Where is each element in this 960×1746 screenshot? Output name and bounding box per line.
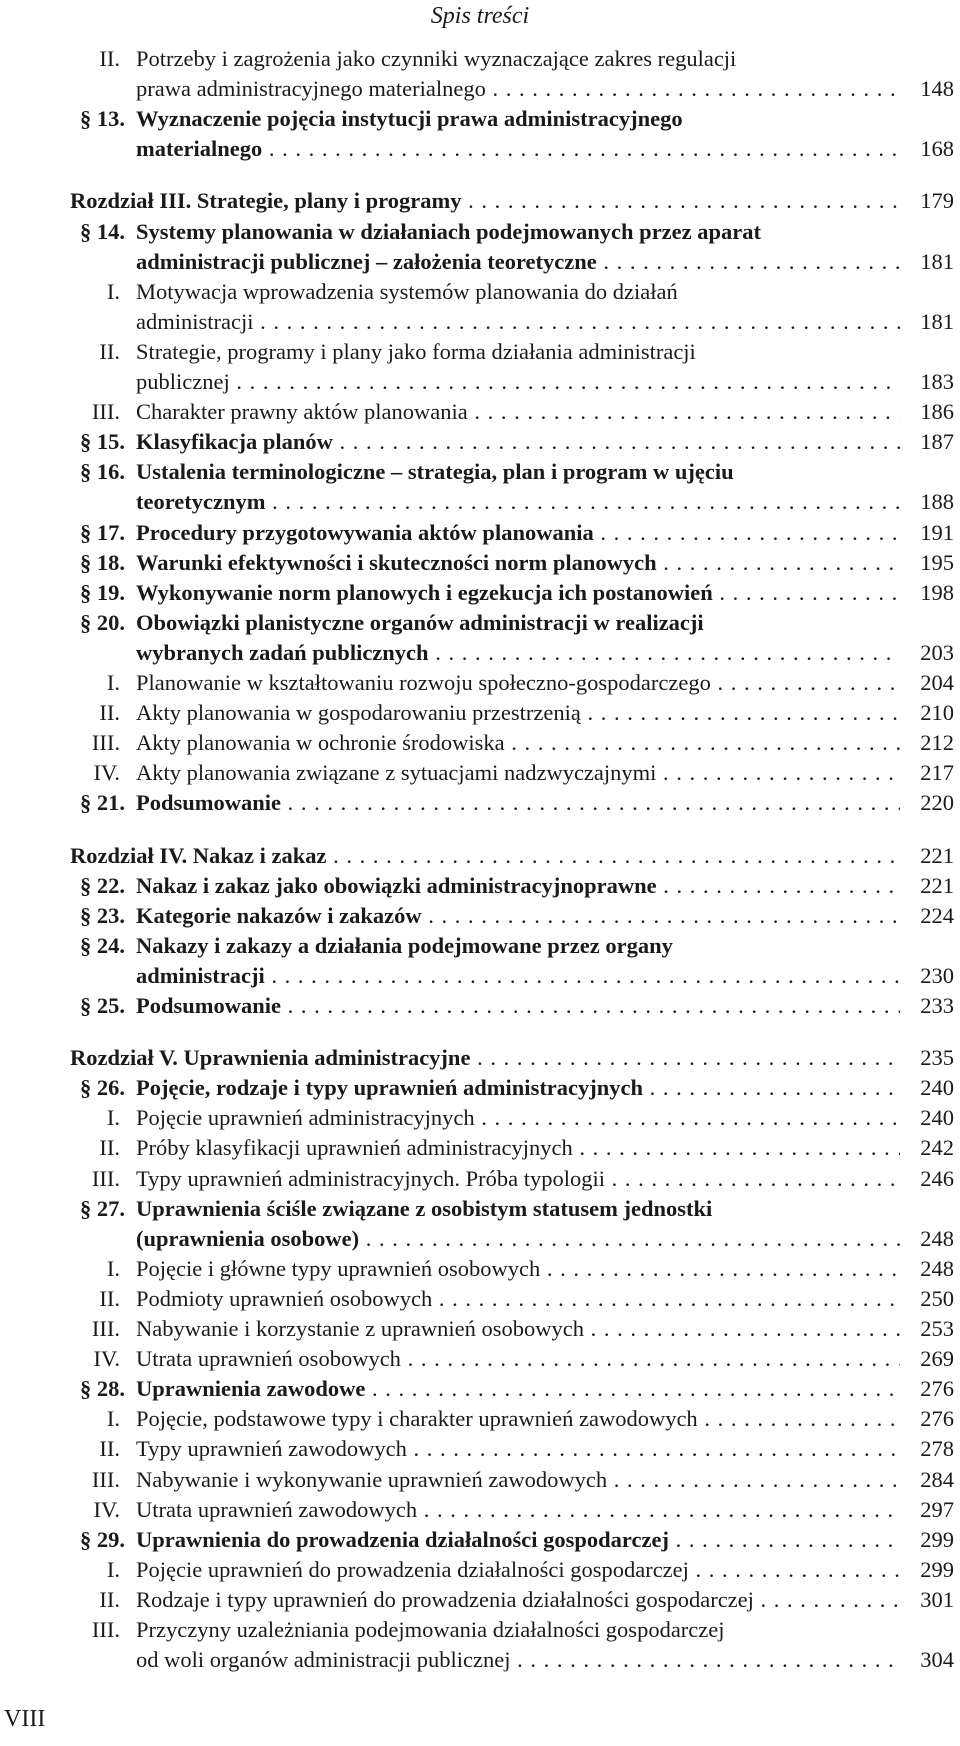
toc-entry-title: [136, 44, 900, 104]
toc-entry-title: Uprawnienia zawodowe . . .: [136, 1374, 900, 1404]
toc-page-number: 246: [920, 1165, 954, 1191]
toc-entry-title: Akty planowania w ochronie środowiska . . .: [136, 728, 900, 758]
toc-entry-number: § 20.: [80, 609, 125, 635]
toc-subsection: [0, 728, 960, 758]
toc-entry-title-line2: publicznej . . .: [136, 367, 900, 397]
toc-subsection: [0, 1284, 960, 1314]
toc-page-number: 210: [920, 700, 954, 726]
toc-entry-number: III.: [91, 730, 120, 756]
toc-entry-number: I.: [106, 670, 120, 695]
toc-page-number: 224: [920, 902, 954, 928]
toc-subsection: [0, 1314, 960, 1344]
toc-entry-number: III.: [91, 1466, 120, 1492]
toc-subsection: [0, 1103, 960, 1133]
toc-section: [0, 578, 960, 608]
toc-entry-number: II.: [99, 1586, 120, 1612]
toc-entry-title: Rozdział IV. Nakaz i zakaz . . .: [70, 841, 900, 871]
toc-page-number: 269: [920, 1346, 954, 1372]
toc-subsection: [0, 758, 960, 788]
toc-entry-title-line1: Obowiązki planistyczne organów administracji w realizacji: [136, 609, 704, 635]
toc-entry-title: Pojęcie, podstawowe typy i charakter uprawnień zawodowych . . .: [136, 1404, 900, 1434]
toc-entry-title-line1: Uprawnienia ściśle związane z osobistym statusem jednostki: [136, 1195, 713, 1221]
toc-entry-title: Utrata uprawnień zawodowych . . .: [136, 1495, 900, 1525]
toc-subsection: [0, 1133, 960, 1163]
toc-entry-number: § 28.: [80, 1376, 125, 1402]
toc-entry-number: § 23.: [80, 902, 125, 928]
toc-entry-title-line2: materialnego . . .: [136, 134, 900, 164]
toc-entry-title: Podmioty uprawnień osobowych . . .: [136, 1284, 900, 1314]
toc-subsection: [0, 337, 960, 397]
toc-page-number: 168: [920, 136, 954, 162]
toc-entry-number: § 26.: [80, 1075, 125, 1101]
toc-entry-title: Rodzaje i typy uprawnień do prowadzenia działalności gospodarczej . . .: [136, 1585, 900, 1615]
toc-entry-title: Charakter prawny aktów planowania . . .: [136, 397, 900, 427]
toc-section: [0, 931, 960, 991]
toc-entry-title: Warunki efektywności i skuteczności norm planowych . . .: [136, 548, 900, 578]
toc-page-number: 248: [920, 1255, 954, 1281]
toc-entry-number: § 29.: [80, 1526, 125, 1552]
toc-subsection: [0, 397, 960, 427]
toc-entry-title-line2: administracji . . .: [136, 961, 900, 991]
toc-entry-number: § 27.: [80, 1195, 125, 1221]
toc-page-number: 212: [920, 730, 954, 756]
toc-page-number: 253: [920, 1316, 954, 1341]
toc-entry-title-line1: Systemy planowania w działaniach podejmowanych przez aparat: [136, 218, 762, 244]
toc-entry-title: Procedury przygotowywania aktów planowania . . .: [136, 518, 900, 548]
toc-entry-number: § 24.: [80, 932, 125, 958]
toc-entry-title-line2: administracji . . .: [136, 307, 900, 337]
toc-entry-number: § 19.: [80, 579, 125, 605]
toc-entry-title: [136, 457, 900, 517]
toc-page-number: 198: [920, 579, 954, 605]
toc-page-number: 220: [920, 790, 954, 816]
toc-page-number: 181: [920, 308, 954, 334]
toc-page-number: 181: [920, 248, 954, 274]
toc-entry-number: § 21.: [80, 790, 125, 816]
toc-entry-title: [136, 608, 900, 668]
toc-entry-number: III.: [91, 1316, 120, 1341]
toc-entry-number: II.: [99, 1436, 120, 1462]
toc-entry-title: Kategorie nakazów i zakazów . . .: [136, 901, 900, 931]
toc-subsection: [0, 1555, 960, 1585]
toc-entry-title-line1: Przyczyny uzależniania podejmowania działalności gospodarczej: [136, 1617, 725, 1642]
toc-subsection: [0, 1344, 960, 1374]
toc-page-number: 301: [920, 1586, 954, 1612]
toc-entry-number: § 16.: [80, 459, 125, 485]
toc-entry-title: Nabywanie i korzystanie z uprawnień osobowych . . .: [136, 1314, 900, 1344]
toc-entry-title: [136, 931, 900, 991]
toc-subsection: [0, 1585, 960, 1615]
toc-entry-title: Klasyfikacja planów . . .: [136, 427, 900, 457]
toc-entry-title-line2: od woli organów administracji publicznej . . .: [136, 1645, 900, 1675]
toc-page-number: 148: [920, 76, 954, 101]
toc-section: [0, 518, 960, 548]
toc-page-number: 240: [920, 1075, 954, 1101]
toc-page-number: 235: [920, 1045, 954, 1071]
toc-subsection: [0, 1434, 960, 1464]
toc-entry-title-line1: Ustalenia terminologiczne – strategia, plan i program w ujęciu: [136, 459, 734, 485]
toc-entry-title: Nakaz i zakaz jako obowiązki administracyjnoprawne . . .: [136, 871, 900, 901]
toc-entry-title: Typy uprawnień zawodowych . . .: [136, 1434, 900, 1464]
toc-page-number: 240: [920, 1105, 954, 1131]
toc-entry-title-line2: wybranych zadań publicznych . . .: [136, 638, 900, 668]
toc-entry-title: Uprawnienia do prowadzenia działalności gospodarczej . . .: [136, 1525, 900, 1555]
toc-entry-title: Typy uprawnień administracyjnych. Próba typologii . . .: [136, 1164, 900, 1194]
toc-section: [0, 901, 960, 931]
toc-subsection: [0, 1615, 960, 1675]
toc-page-number: 221: [920, 842, 954, 868]
toc-entry-title: Pojęcie uprawnień do prowadzenia działalności gospodarczej . . .: [136, 1555, 900, 1585]
toc-entry-title: [136, 1615, 900, 1675]
toc-section: [0, 1073, 960, 1103]
toc-section: [0, 608, 960, 668]
toc-entry-title: [136, 217, 900, 277]
toc-page-number: 299: [920, 1556, 954, 1582]
toc-entry-number: § 22.: [80, 872, 125, 898]
toc-entry-number: § 18.: [80, 549, 125, 575]
toc-page-number: 188: [920, 489, 954, 515]
toc-entry-number: IV.: [93, 1496, 120, 1522]
toc-page-number: 203: [920, 639, 954, 665]
toc-chapter: [0, 186, 960, 216]
toc-chapter: [0, 1043, 960, 1073]
toc-chapter: [0, 841, 960, 871]
toc-page-number: 242: [920, 1135, 954, 1161]
toc-subsection: [0, 1465, 960, 1495]
toc-section: [0, 788, 960, 818]
toc-entry-number: II.: [99, 1135, 120, 1161]
toc-entry-number: § 13.: [80, 106, 125, 132]
toc-entry-title: [136, 1194, 900, 1254]
toc-subsection: [0, 1164, 960, 1194]
toc-entry-number: § 17.: [80, 519, 125, 545]
toc-entry-title-line1: Potrzeby i zagrożenia jako czynniki wyznaczające zakres regulacji: [136, 46, 737, 71]
toc-entry-title: Pojęcie uprawnień administracyjnych . . .: [136, 1103, 900, 1133]
toc-entry-title-line2: prawa administracyjnego materialnego . . .: [136, 74, 900, 104]
toc-entry-number: § 15.: [80, 429, 125, 455]
toc-entry-title-line2: (uprawnienia osobowe) . . .: [136, 1224, 900, 1254]
toc-entry-number: I.: [106, 1406, 120, 1432]
toc-section: [0, 1194, 960, 1254]
toc-entry-number: I.: [106, 1255, 120, 1281]
toc-entry-number: IV.: [93, 1346, 120, 1372]
toc-entry-number: II.: [99, 338, 120, 364]
toc-section: [0, 871, 960, 901]
toc-entry-number: II.: [99, 700, 120, 726]
toc-page-number: 186: [920, 399, 954, 425]
toc-page-number: 179: [920, 188, 954, 214]
toc-page-number: 183: [920, 368, 954, 394]
toc-section: [0, 548, 960, 578]
toc-entry-number: III.: [91, 1165, 120, 1191]
toc-entry-number: II.: [99, 46, 120, 71]
toc-entry-title: Rozdział V. Uprawnienia administracyjne . . .: [70, 1043, 900, 1073]
toc-section: [0, 991, 960, 1021]
toc-section: [0, 1525, 960, 1555]
toc-entry-title: Akty planowania związane z sytuacjami nadzwyczajnymi . . .: [136, 758, 900, 788]
toc-page-number: 230: [920, 962, 954, 988]
toc-page-number: 248: [920, 1225, 954, 1251]
running-header: Spis treści: [430, 3, 530, 29]
toc-entry-title-line2: teoretycznym . . .: [136, 487, 900, 517]
toc-entry-title: Wykonywanie norm planowych i egzekucja ich postanowień . . .: [136, 578, 900, 608]
toc-entry-title: Planowanie w kształtowaniu rozwoju społeczno-gospodarczego . . .: [136, 668, 900, 698]
toc-section: [0, 104, 960, 164]
toc-entry-title: Akty planowania w gospodarowaniu przestrzenią . . .: [136, 698, 900, 728]
toc-page-number: 250: [920, 1285, 954, 1311]
toc-page-number: 195: [920, 549, 954, 575]
toc-page-number: 304: [920, 1647, 954, 1672]
toc-entry-title: Pojęcie i główne typy uprawnień osobowych . . .: [136, 1254, 900, 1284]
toc-entry-number: III.: [91, 399, 120, 425]
toc-page-number: 276: [920, 1376, 954, 1402]
toc-entry-title-line1: Wyznaczenie pojęcia instytucji prawa administracyjnego: [136, 106, 683, 132]
toc-page-number: 297: [920, 1496, 954, 1522]
toc-entry-number: § 14.: [80, 218, 125, 244]
toc-entry-title: Próby klasyfikacji uprawnień administracyjnych . . .: [136, 1133, 900, 1163]
toc-subsection: [0, 277, 960, 337]
toc-page-number: 233: [920, 993, 954, 1018]
toc-entry-title: Podsumowanie . . .: [136, 991, 900, 1021]
toc-entry-title: [136, 104, 900, 164]
toc-entry-number: III.: [91, 1617, 120, 1642]
toc-entry-title: Rozdział III. Strategie, plany i programy . . .: [70, 186, 900, 216]
toc-subsection: [0, 1254, 960, 1284]
toc-section: [0, 1374, 960, 1404]
toc-entry-title: Podsumowanie . . .: [136, 788, 900, 818]
toc-entry-title: Utrata uprawnień osobowych . . .: [136, 1344, 900, 1374]
toc-entry-title: [136, 337, 900, 397]
toc-page-number: 187: [920, 429, 954, 455]
toc-entry-number: I.: [106, 278, 120, 304]
toc-entry-number: § 25.: [80, 993, 125, 1018]
toc-entry-title-line1: Nakazy i zakazy a działania podejmowane przez organy: [136, 932, 673, 958]
toc-entry-number: II.: [99, 1285, 120, 1311]
toc-entry-title: Pojęcie, rodzaje i typy uprawnień administracyjnych . . .: [136, 1073, 900, 1103]
toc-section: [0, 457, 960, 517]
toc-subsection: [0, 668, 960, 698]
toc-subsection: [0, 698, 960, 728]
toc-page-number: 276: [920, 1406, 954, 1432]
toc-entry-number: IV.: [93, 760, 120, 786]
toc-page-number: 278: [920, 1436, 954, 1462]
toc-page-number: 284: [920, 1466, 954, 1492]
toc-entry-number: I.: [106, 1105, 120, 1131]
toc-subsection: [0, 44, 960, 104]
toc-entry-title-line1: Motywacja wprowadzenia systemów planowania do działań: [136, 278, 678, 304]
toc-entry-title-line2: administracji publicznej – założenia teoretyczne . . .: [136, 247, 900, 277]
toc-page-number: 217: [920, 760, 954, 786]
toc-page-number: 204: [920, 670, 954, 695]
toc-entry-title: Nabywanie i wykonywanie uprawnień zawodowych . . .: [136, 1465, 900, 1495]
toc-section: [0, 217, 960, 277]
toc-entry-number: I.: [106, 1556, 120, 1582]
toc-page-number: 191: [920, 519, 954, 545]
toc-subsection: [0, 1404, 960, 1434]
toc-entry-title: [136, 277, 900, 337]
toc-section: [0, 427, 960, 457]
page-folio: VIII: [4, 1706, 46, 1732]
toc-entry-title-line1: Strategie, programy i plany jako forma działania administracji: [136, 338, 696, 364]
toc-subsection: [0, 1495, 960, 1525]
toc-page-number: 299: [920, 1526, 954, 1552]
toc-page-number: 221: [920, 872, 954, 898]
